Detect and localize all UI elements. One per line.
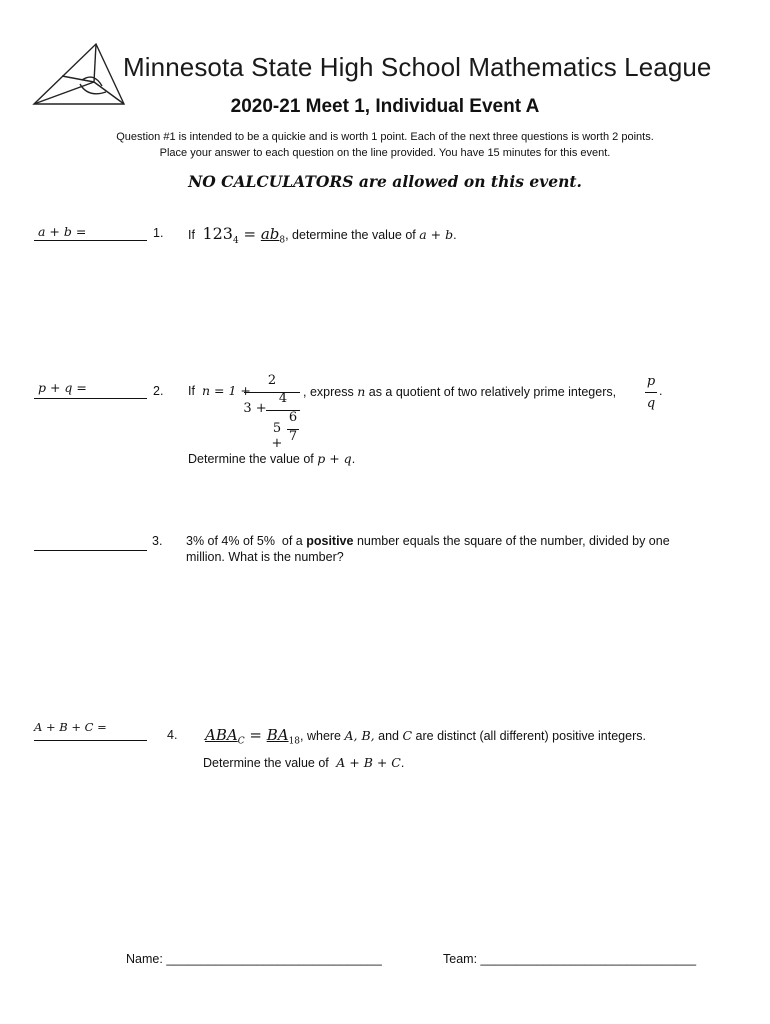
pq-bar [645,392,657,393]
question-4-line-2: Determine the value of A + B + C. [203,755,405,770]
question-number-2: 2. [153,384,164,398]
team-label: Team: [443,952,478,966]
cf-numerator-1: 2 [267,373,277,388]
pq-denominator: q [646,396,656,411]
instructions-line-1: Question #1 is intended to be a quickie and is worth 1 point. Each of the next three questions is worth 2 points. [116,131,654,143]
instructions-line-2: Place your answer to each question on the line provided. You have 15 minutes for this event. [159,147,611,159]
question-1-text: If $123_4 = ab_8$, determine the value of a + b. [188,224,457,247]
name-label: Name: [126,952,163,966]
question-4-text: $ABA_C = BA_{18}$, where A, B, and C are distinct (all different) positive integers. [205,726,646,747]
answer-line-3[interactable] [34,550,147,551]
name-field[interactable] [126,952,382,966]
cf-den-prefix-1: 3 + [243,401,267,416]
answer-line-4[interactable] [34,740,147,741]
question-3-line-2: million. What is the number? [186,550,344,564]
question-number-1: 1. [153,226,164,240]
cf-numerator-3: 6 [288,410,298,425]
league-title: Minnesota State High School Mathematics League [123,52,712,82]
answer-line-1[interactable] [34,240,147,241]
no-calculators-notice: NO CALCULATORS are allowed on this event. [188,172,582,191]
cf-den-prefix-2: 5 + [271,421,283,451]
name-blank: _______________________________ [166,952,382,966]
question-2-line-2: Determine the value of p + q. [188,451,356,466]
question-2-if: If [188,384,195,398]
question-2-period: . [659,384,663,398]
question-number-4: 4. [167,728,178,742]
answer-label-2: p + q = [38,380,87,395]
question-2-n-equals: n = 1 + [202,383,251,398]
team-blank: _______________________________ [480,952,697,966]
team-field[interactable] [443,952,696,966]
answer-line-2[interactable] [34,398,147,399]
pq-numerator: p [646,374,656,389]
cf-denominator-3: 7 [288,429,298,444]
answer-label-4: A + B + C = [34,720,107,734]
meet-title: 2020-21 Meet 1, Individual Event A [230,96,540,117]
question-number-3: 3. [152,534,163,548]
cf-numerator-2: 4 [278,391,288,406]
question-2-text: , express n as a quotient of two relatively prime integers, [303,384,617,399]
question-3-line-1: 3% of 4% of 5% of a positive number equals the square of the number, divided by one [186,534,670,548]
answer-label-1: a + b = [38,224,87,239]
